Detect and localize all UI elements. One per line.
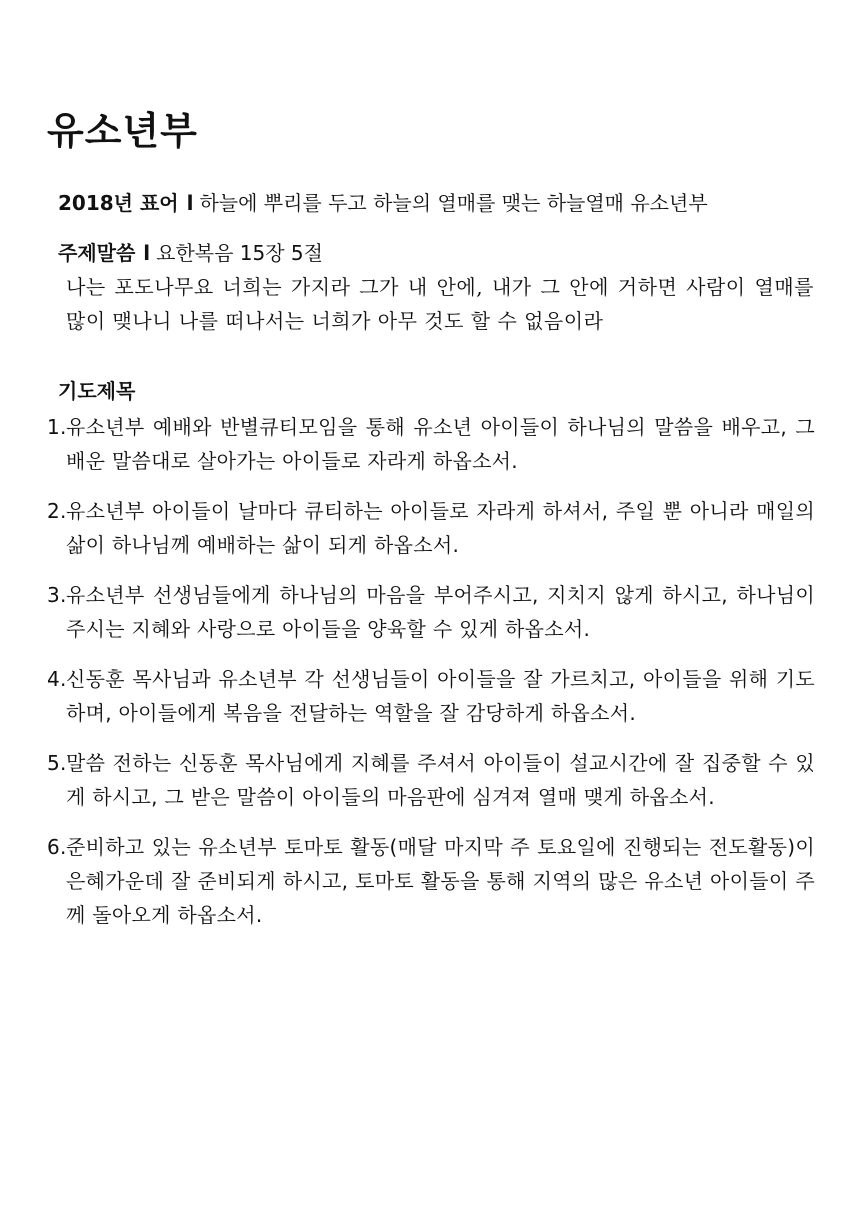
theme-separator: l — [143, 241, 151, 265]
prayer-text: 유소년부 아이들이 날마다 큐티하는 아이들로 자라게 하셔서, 주일 뿐 아니라 매일의 삶이 하나님께 예배하는 삶이 되게 하옵소서. — [66, 499, 815, 557]
prayer-text: 신동훈 목사님과 유소년부 각 선생님들이 아이들을 잘 가르치고, 아이들을 위해 기도하며, 아이들에게 복음을 전달하는 역할을 잘 감당하게 하옵소서. — [66, 667, 815, 725]
motto-text: 하늘에 뿌리를 두고 하늘의 열매를 맺는 하늘열매 유소년부 — [199, 191, 708, 215]
page-title: 유소년부 — [47, 109, 198, 153]
prayer-number: 5. — [47, 751, 67, 775]
prayer-item — [47, 746, 815, 814]
theme-label: 주제말씀 — [58, 241, 136, 265]
prayer-item — [47, 494, 815, 562]
prayer-item — [47, 410, 815, 478]
prayer-text: 말씀 전하는 신동훈 목사님에게 지혜를 주셔서 아이들이 설교시간에 잘 집중할 수 있게 하시고, 그 받은 말씀이 아이들의 마음판에 심겨져 열매 맺게 하옵소서. — [66, 751, 815, 809]
prayer-text: 유소년부 선생님들에게 하나님의 마음을 부어주시고, 지치지 않게 하시고, 하나님이 주시는 지혜와 사랑으로 아이들을 양육할 수 있게 하옵소서. — [66, 583, 815, 641]
prayer-text: 준비하고 있는 유소년부 토마토 활동(매달 마지막 주 토요일에 진행되는 전도활동)이 은혜가운데 잘 준비되게 하시고, 토마토 활동을 통해 지역의 많은 유소년 아이들이 주께 돌아오게 하옵소서. — [66, 835, 815, 927]
prayer-number: 4. — [47, 667, 67, 691]
prayer-item — [47, 830, 815, 932]
motto-line — [58, 187, 818, 216]
prayer-number: 6. — [47, 835, 67, 859]
prayer-item — [47, 578, 815, 646]
prayer-number: 3. — [47, 583, 67, 607]
motto-separator: l — [186, 191, 194, 215]
motto-label: 2018년 표어 — [58, 191, 179, 215]
theme-verse: 나는 포도나무요 너희는 가지라 그가 내 안에, 내가 그 안에 거하면 사람이 열매를 많이 맺나니 나를 떠나서는 너희가 아무 것도 할 수 없음이라 — [66, 275, 814, 333]
prayer-heading: 기도제목 — [58, 379, 136, 403]
prayer-text: 유소년부 예배와 반별큐티모임을 통해 유소년 아이들이 하나님의 말씀을 배우고, 그 배운 말씀대로 살아가는 아이들로 자라게 하옵소서. — [66, 415, 815, 473]
prayer-number: 2. — [47, 499, 67, 523]
prayer-item — [47, 662, 815, 730]
theme-reference: 요한복음 15장 5절 — [156, 241, 323, 265]
theme-line — [58, 237, 323, 266]
prayer-number: 1. — [47, 415, 67, 439]
prayer-list — [47, 410, 815, 932]
